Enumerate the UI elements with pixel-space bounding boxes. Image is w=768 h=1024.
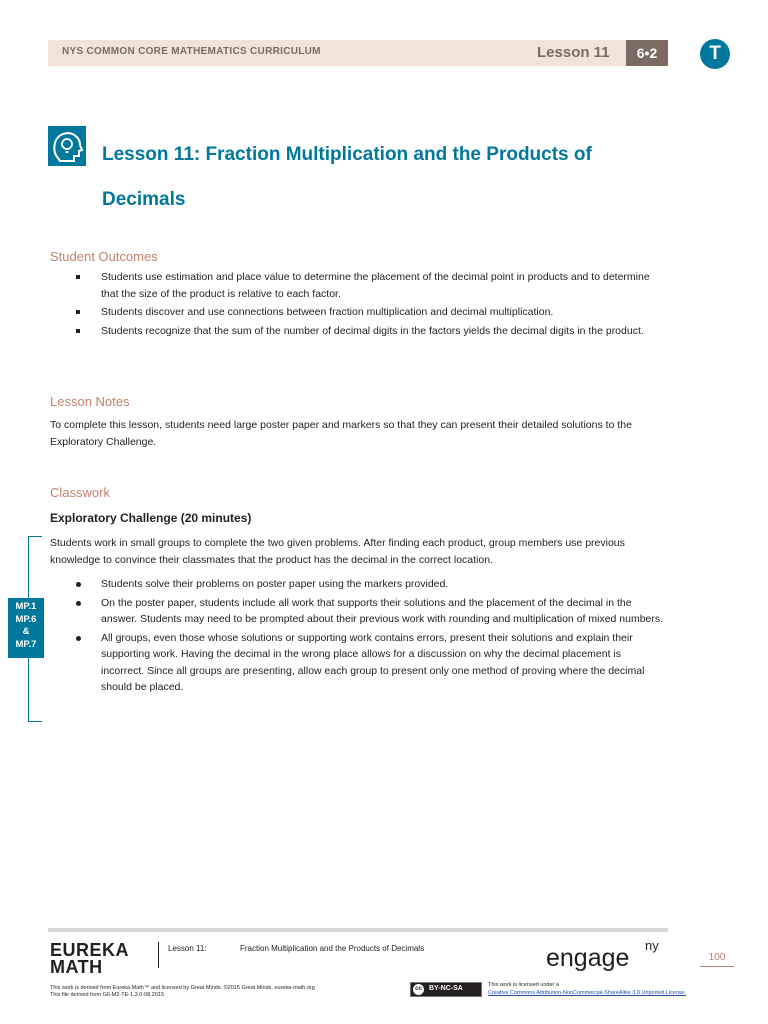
engageny-logo-ny: ny [645,938,659,953]
footer-lesson-title: Fraction Multiplication and the Products of Decimals [240,944,425,953]
creative-commons-badge[interactable] [410,982,482,997]
footer-credit: This work is derived from Eureka Math™ and licensed by Great Minds. ©2015 Great Minds. eureka-math.org [50,985,315,991]
mp-label: MP.7 [15,638,37,650]
list-item: Students recognize that the sum of the number of decimal digits in the factors yields the decimal digits in the product. [76,323,666,340]
mp-label: & [22,626,30,637]
lesson-notes-text: To complete this lesson, students need large poster paper and markers so that they can present their detailed solutions to the Exploratory Challenge. [50,419,632,448]
mp-label: MP.6 [15,613,37,625]
grade-module-badge: 6•2 [626,40,668,66]
footer-rule [48,928,668,932]
license-text: This work is licensed under a [488,982,559,988]
mathematical-practice-badge [8,598,44,658]
footer-divider [158,942,159,968]
cc-badge-label: BY-NC-SA [429,985,463,992]
teacher-edition-badge: T [700,39,730,69]
student-outcomes-list [76,269,666,341]
eureka-math-logo [50,942,129,976]
classwork-intro: Students work in small groups to complete the two given problems. After finding each product, group members use previous knowledge to convince their classmates that the product has the decimal in the correct location. [50,537,625,566]
footer-lesson: Lesson 11: [168,944,207,953]
logo-line: MATH [50,957,103,977]
logo-line: EUREKA [50,940,130,960]
curriculum-label: NYS COMMON CORE MATHEMATICS CURRICULUM [62,46,321,57]
classwork-heading: Classwork [50,485,110,500]
list-item: Students use estimation and place value to determine the placement of the decimal point in products and to determine that the size of the product is relative to each factor. [76,269,666,302]
exploratory-challenge-heading: Exploratory Challenge (20 minutes) [50,511,252,525]
list-item: All groups, even those whose solutions or supporting work contains errors, present their solutions and explain their supporting work. Having the decimal in the wrong place allows for a discussion on why the decimal placement is incorrect. Since all groups are presenting, allow each group to present only one method of proving where the decimal should be placed. [76,630,666,696]
lesson-title: Lesson 11: Fraction Multiplication and the Products of Decimals [102,144,592,210]
list-item: Students solve their problems on poster paper using the markers provided. [76,576,666,593]
license-link[interactable]: Creative Commons Attribution-NonCommercial-ShareAlike 3.0 Unported License. [488,990,687,996]
lesson-notes-heading: Lesson Notes [50,394,130,409]
engageny-logo: engage [546,944,630,972]
header-lesson: Lesson 11 [537,44,610,61]
student-outcomes-heading: Student Outcomes [50,249,158,264]
mp-label: MP.1 [15,601,37,612]
cc-icon: cc [413,984,424,995]
classwork-list [76,576,666,698]
list-item: On the poster paper, students include all work that supports their solutions and the placement of the decimal in the answer. Students may need to be prompted about their previous work with rounding and multiplication of mixed numbers. [76,595,666,628]
list-item: Students discover and use connections between fraction multiplication and decimal multiplication. [76,304,666,321]
footer-file-id: This file derived from G6-M2-TE-1.3.0-08.2015 [50,992,165,998]
page-number: 100 [700,952,734,967]
lightbulb-head-icon [48,126,86,166]
